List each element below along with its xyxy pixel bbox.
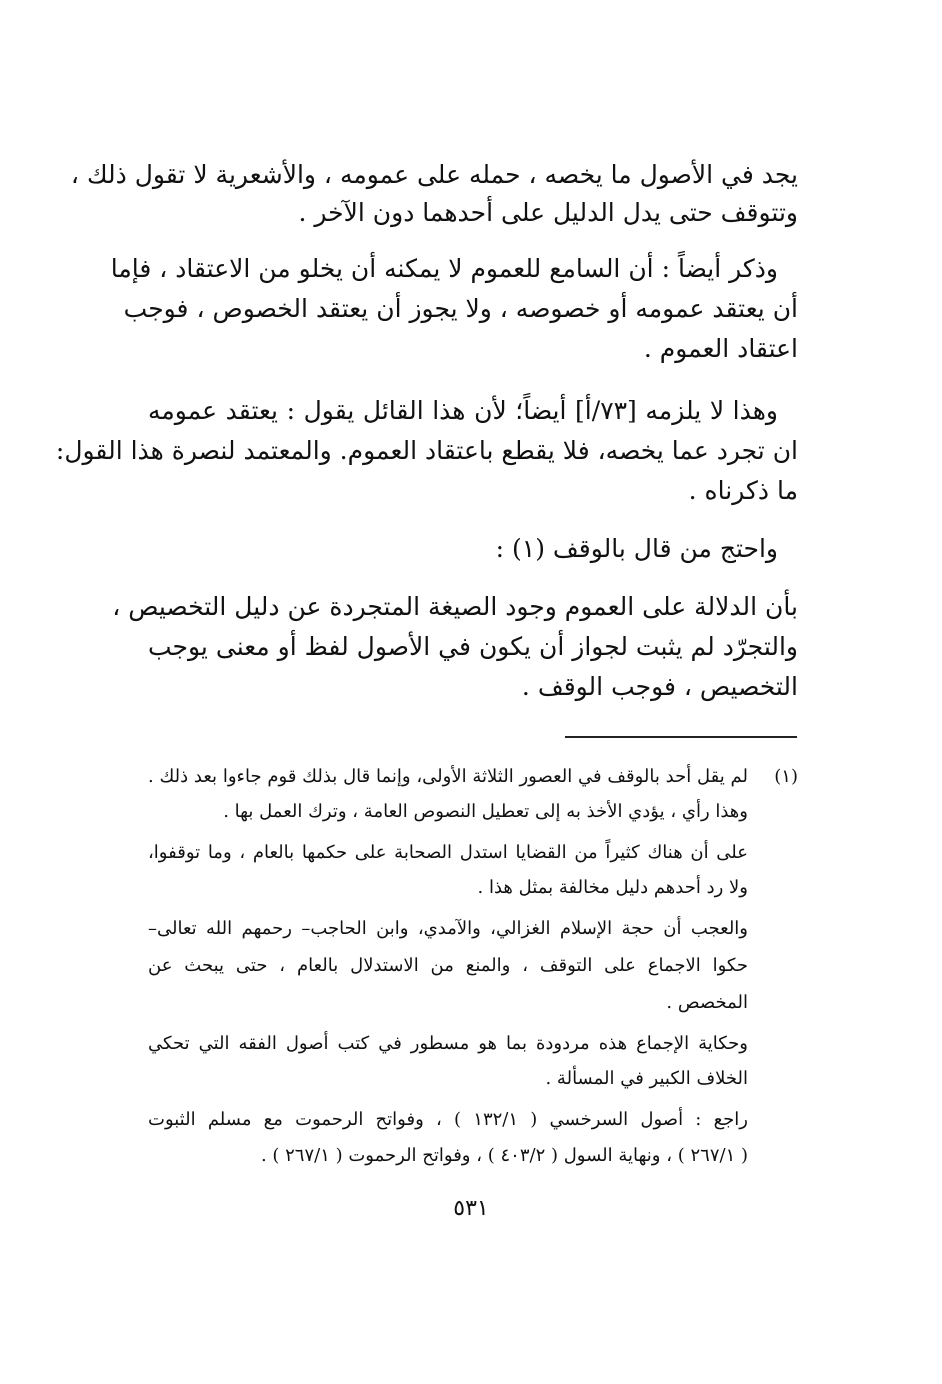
footnote-line: وهذا رأي ، يؤدي الأخذ به إلى تعطيل النصوص العامة ، وترك العمل بها . [223, 801, 748, 822]
body-line: والتجرّد لم يثبت لجواز أن يكون في الأصول لفظ أو معنى يوجب [148, 632, 798, 661]
body-line: اعتقاد العموم . [643, 334, 798, 363]
body-line: وذكر أيضاً : أن السامع للعموم لا يمكنه أن يخلو من الاعتقاد ، فإما [110, 254, 778, 283]
body-line: واحتج من قال بالوقف (١) : [495, 534, 778, 563]
footnote-line: ( ٢٦٧/١ ) ، ونهاية السول ( ٤٠٣/٢ ) ، وفواتح الرحموت ( ٢٦٧/١ ) . [260, 1145, 748, 1166]
body-line: ما ذكرناه . [688, 476, 798, 505]
page-number: ٥٣١ [453, 1196, 489, 1221]
footnote-line: وحكاية الإجماع هذه مردودة بما هو مسطور في كتب أصول الفقه التي تحكي [148, 1033, 748, 1054]
body-line: وهذا لا يلزمه [٧٣/أ] أيضاً؛ لأن هذا القائل يقول : يعتقد عمومه [148, 396, 779, 425]
footnote-line: على أن هناك كثيراً من القضايا استدل الصحابة على حكمها بالعام ، وما توقفوا، [148, 842, 748, 863]
footnote-number: (١) [774, 766, 798, 787]
footnote-line: الخلاف الكبير في المسألة . [545, 1068, 748, 1089]
footnote-line: والعجب أن حجة الإسلام الغزالي، والآمدي، وابن الحاجب– رحمهم الله تعالى– [148, 918, 749, 939]
footnote-line: ولا رد أحدهم دليل مخالفة بمثل هذا . [477, 877, 748, 898]
body-line: ان تجرد عما يخصه، فلا يقطع باعتقاد العموم. والمعتمد لنصرة هذا القول: [55, 436, 798, 465]
body-line: وتتوقف حتى يدل الدليل على أحدهما دون الآخر . [298, 198, 798, 227]
footnote-separator [565, 736, 797, 738]
footnote-line: راجع : أصول السرخسي ( ١٣٢/١ ) ، وفواتح الرحموت مع مسلم الثبوت [148, 1109, 748, 1130]
body-line: أن يعتقد عمومه أو خصوصه ، ولا يجوز أن يعتقد الخصوص ، فوجب [123, 294, 798, 323]
footnote-line: المخصص . [666, 992, 748, 1013]
footnote-line: حكوا الاجماع على التوقف ، والمنع من الاستدلال بالعام ، حتى يبحث عن [148, 955, 748, 976]
footnote-line: لم يقل أحد بالوقف في العصور الثلاثة الأولى، وإنما قال بذلك قوم جاءوا بعد ذلك . [148, 766, 748, 787]
body-line: يجد في الأصول ما يخصه ، حمله على عمومه ، والأشعرية لا تقول ذلك ، [70, 160, 798, 189]
body-line: التخصيص ، فوجب الوقف . [521, 672, 798, 701]
body-line: بأن الدلالة على العموم وجود الصيغة المتجردة عن دليل التخصيص ، [112, 592, 798, 621]
